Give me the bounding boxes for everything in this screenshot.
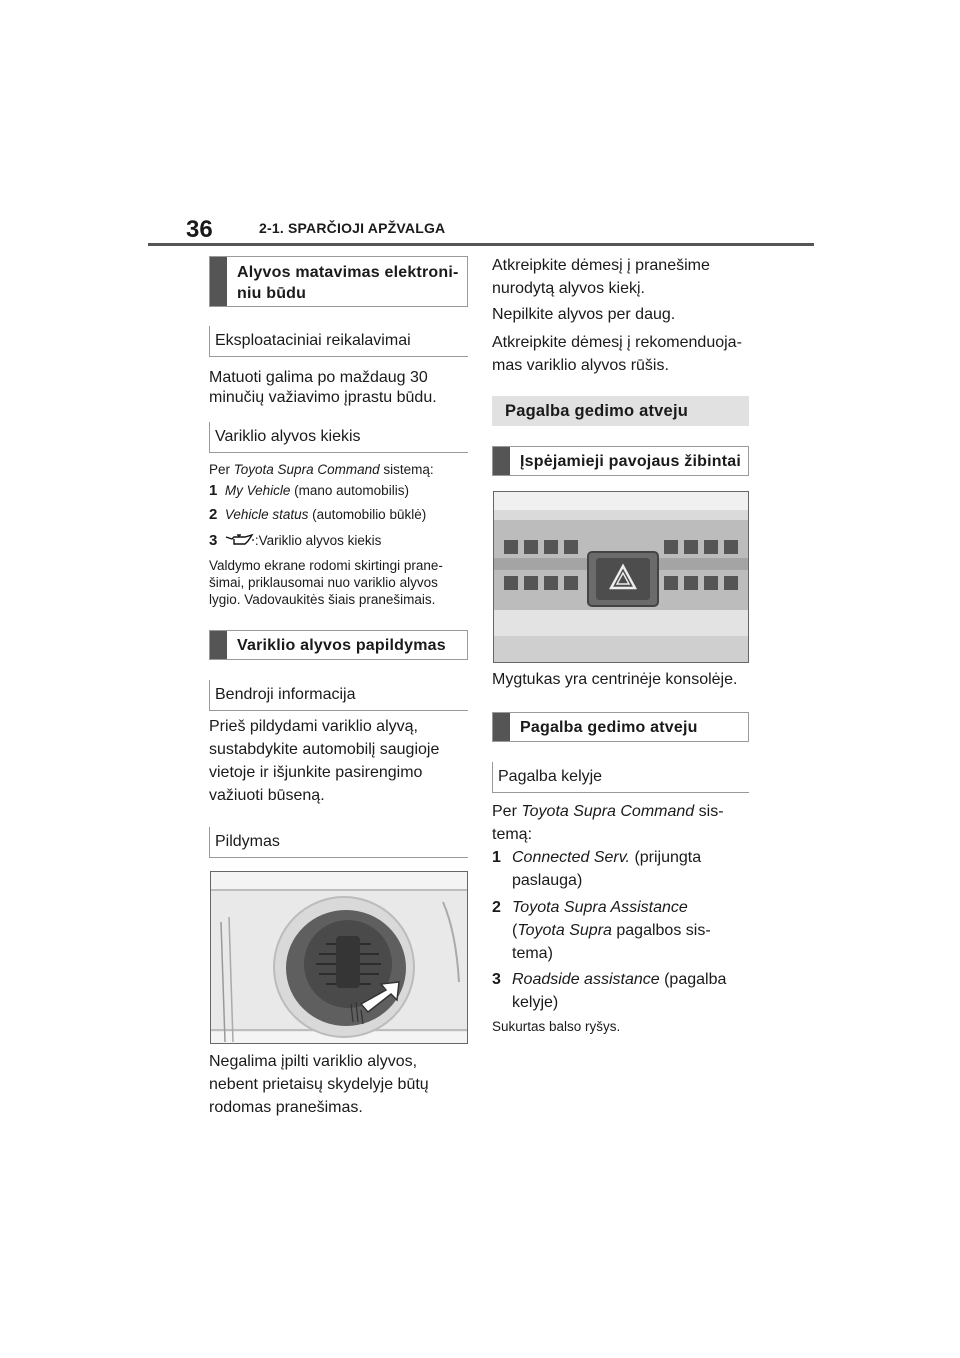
chapter-title: 2-1. SPARČIOJI APŽVALGA (259, 220, 446, 236)
paragraph-messages: Valdymo ekrane rodomi skirtingi prane- šimai, priklausomai nuo variklio alyvos lygio. Vadovaukitės šiais pranešimais. (209, 558, 443, 607)
right-step-1: 1 Connected Serv. (prijungta paslauga) (492, 849, 702, 889)
right-step-3: 3 Roadside assistance (pagalba kelyje) (492, 971, 727, 1011)
paragraph-per-system-right: Per Toyota Supra Command sis- temą: (492, 803, 724, 843)
heading-oil-measure: Alyvos matavimas elektroni- niu būdu (209, 256, 468, 307)
oil-filler-cap-image (210, 871, 468, 1044)
paragraph-cannot: Negalima įpilti variklio alyvos, nebent prietaisų skydelyje būtų rodomas pranešimas. (209, 1053, 429, 1116)
page-number: 36 (186, 216, 213, 243)
step-2: 2 Vehicle status (automobilio būklė) (209, 506, 427, 523)
paragraph-per-system: Per Toyota Supra Command sistemą: (209, 462, 434, 477)
heading-topup: Variklio alyvos papildymas (209, 630, 468, 660)
hazard-button-image (493, 491, 749, 663)
step-1: 1 My Vehicle (mano automobilis) (209, 482, 409, 499)
paragraph-note-amount: Atkreipkite dėmesį į pranešime nurodytą alyvos kiekį. (492, 257, 710, 297)
paragraph-button: Mygtukas yra centrinėje konsolėje. (492, 671, 738, 688)
heading-breakdown-2: Pagalba gedimo atveju (492, 712, 749, 742)
paragraph-measure: Matuoti galima po maždaug 30 minučių važiavimo įprastu būdu. (209, 369, 437, 406)
paragraph-before: Prieš pildydami variklio alyvą, sustabdykite automobilį saugioje vietoje ir išjunkite pasirengimo važiuoti būseną. (209, 718, 440, 804)
paragraph-recommended: Atkreipkite dėmesį į rekomenduoja- mas variklio alyvos rūšis. (492, 334, 742, 374)
paragraph-no-overfill: Nepilkite alyvos per daug. (492, 306, 676, 323)
heading-hazard: Įspėjamieji pavojaus žibintai (492, 446, 749, 476)
heading-breakdown: Pagalba gedimo atveju (492, 396, 749, 426)
header-rule (148, 243, 814, 246)
step-3: 3 :Variklio alyvos kiekis (209, 532, 382, 549)
oil-can-icon (225, 533, 255, 547)
right-step-2: 2 Toyota Supra Assistance (Toyota Supra pagalbos sis- tema) (492, 899, 711, 962)
paragraph-voice: Sukurtas balso ryšys. (492, 1019, 621, 1034)
